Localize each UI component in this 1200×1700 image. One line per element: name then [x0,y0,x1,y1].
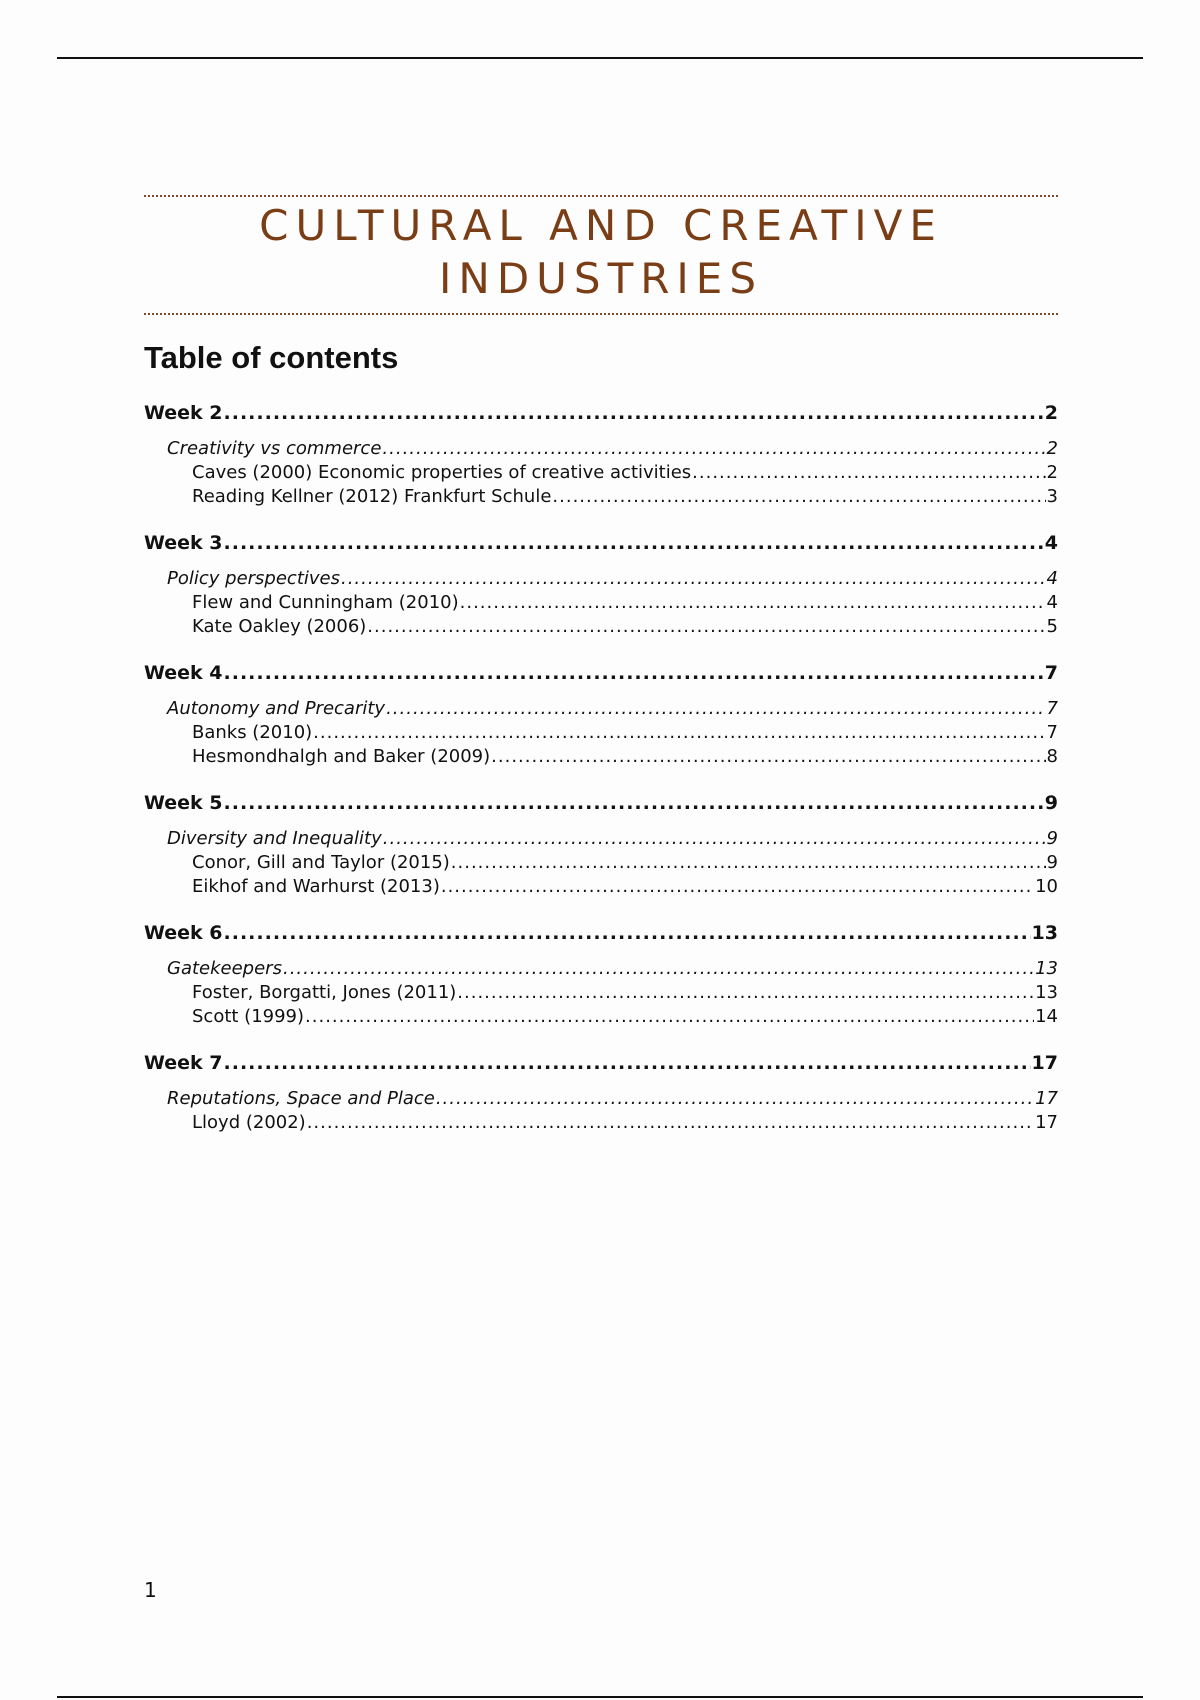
dot-leader [382,438,1045,459]
dot-leader [457,982,1034,1003]
toc-topic-entry[interactable] [144,958,1058,982]
dot-leader [307,1112,1034,1133]
page-number: 1 [144,1578,157,1602]
dot-leader [441,876,1034,897]
toc-reading-entry[interactable] [144,722,1058,746]
footer-rule [57,1696,1143,1698]
toc-week-entry[interactable] [144,1052,1058,1082]
toc-reading-entry[interactable] [144,486,1058,510]
toc-topic-entry-page: 9 [1046,828,1058,849]
dot-leader [436,1088,1034,1109]
toc-reading-entry-label: Hesmondhalgh and Baker (2009) [192,746,491,767]
toc-topic-entry-label: Diversity and Inequality [167,828,382,849]
dot-leader [386,698,1045,719]
toc-reading-entry-page: 3 [1046,486,1058,507]
toc-topic-entry-page: 13 [1035,958,1058,979]
dot-leader [451,852,1046,873]
toc-heading: Table of contents [144,340,399,375]
dot-leader [305,1006,1034,1027]
dot-leader [224,532,1044,554]
toc-week-entry-label: Week 2 [144,402,223,424]
toc-week-entry-label: Week 3 [144,532,223,554]
toc-reading-entry-page: 4 [1046,592,1058,613]
toc-topic-entry-label: Gatekeepers [167,958,282,979]
toc-week-entry-page: 4 [1044,532,1058,554]
table-of-contents [144,402,1058,1158]
dot-leader [224,792,1044,814]
toc-reading-entry[interactable] [144,462,1058,486]
toc-reading-entry[interactable] [144,746,1058,770]
toc-week-entry-label: Week 5 [144,792,223,814]
dot-leader [313,722,1045,743]
dot-leader [491,746,1045,767]
toc-reading-entry-label: Flew and Cunningham (2010) [192,592,459,613]
toc-reading-entry-page: 8 [1046,746,1058,767]
toc-reading-entry[interactable] [144,592,1058,616]
toc-week-entry[interactable] [144,922,1058,952]
toc-reading-entry[interactable] [144,1006,1058,1030]
toc-reading-entry-label: Scott (1999) [192,1006,305,1027]
toc-reading-entry-label: Foster, Borgatti, Jones (2011) [192,982,457,1003]
dot-leader [341,568,1046,589]
dot-leader [460,592,1046,613]
toc-reading-entry-page: 2 [1046,462,1058,483]
toc-reading-entry-label: Conor, Gill and Taylor (2015) [192,852,450,873]
dot-leader [224,662,1044,684]
toc-reading-entry-label: Eikhof and Warhurst (2013) [192,876,440,897]
toc-topic-entry[interactable] [144,1088,1058,1112]
dot-leader [224,1052,1031,1074]
toc-week-group [144,1052,1058,1136]
toc-reading-entry-label: Reading Kellner (2012) Frankfurt Schule [192,486,552,507]
toc-week-group [144,792,1058,900]
toc-reading-entry-page: 13 [1035,982,1058,1003]
toc-topic-entry[interactable] [144,828,1058,852]
toc-topic-entry-label: Reputations, Space and Place [167,1088,435,1109]
toc-week-group [144,922,1058,1030]
dot-leader [283,958,1034,979]
toc-week-entry[interactable] [144,792,1058,822]
toc-reading-entry[interactable] [144,982,1058,1006]
toc-week-entry-page: 17 [1031,1052,1058,1074]
toc-week-entry-page: 9 [1044,792,1058,814]
toc-topic-entry[interactable] [144,568,1058,592]
toc-reading-entry-page: 5 [1046,616,1058,637]
toc-reading-entry-label: Caves (2000) Economic properties of creative activities [192,462,692,483]
document-title: CULTURAL AND CREATIVE INDUSTRIES [259,201,943,303]
toc-topic-entry-label: Creativity vs commerce [167,438,382,459]
toc-reading-entry-label: Kate Oakley (2006) [192,616,367,637]
toc-week-entry[interactable] [144,532,1058,562]
toc-topic-entry-page: 2 [1046,438,1058,459]
toc-reading-entry[interactable] [144,1112,1058,1136]
toc-week-entry-page: 13 [1031,922,1058,944]
toc-reading-entry-page: 17 [1035,1112,1058,1133]
toc-reading-entry-page: 7 [1046,722,1058,743]
dot-leader [383,828,1046,849]
dot-leader [224,402,1044,424]
toc-topic-entry-page: 4 [1046,568,1058,589]
toc-topic-entry-page: 17 [1035,1088,1058,1109]
toc-reading-entry-page: 9 [1046,852,1058,873]
dot-leader [692,462,1045,483]
toc-reading-entry[interactable] [144,616,1058,640]
toc-week-entry-page: 2 [1044,402,1058,424]
title-block [144,195,1058,315]
toc-topic-entry[interactable] [144,438,1058,462]
toc-week-entry[interactable] [144,662,1058,692]
toc-topic-entry[interactable] [144,698,1058,722]
toc-week-group [144,402,1058,510]
toc-week-entry[interactable] [144,402,1058,432]
toc-reading-entry-page: 10 [1035,876,1058,897]
toc-reading-entry[interactable] [144,852,1058,876]
toc-reading-entry-page: 14 [1035,1006,1058,1027]
toc-week-entry-page: 7 [1044,662,1058,684]
dot-leader [224,922,1031,944]
header-rule [57,57,1143,59]
dot-leader [552,486,1045,507]
toc-topic-entry-page: 7 [1046,698,1058,719]
toc-week-group [144,662,1058,770]
toc-reading-entry[interactable] [144,876,1058,900]
toc-reading-entry-label: Lloyd (2002) [192,1112,306,1133]
toc-week-entry-label: Week 6 [144,922,223,944]
toc-reading-entry-label: Banks (2010) [192,722,313,743]
toc-week-entry-label: Week 7 [144,1052,223,1074]
toc-topic-entry-label: Autonomy and Precarity [167,698,386,719]
toc-week-entry-label: Week 4 [144,662,223,684]
toc-topic-entry-label: Policy perspectives [167,568,340,589]
toc-week-group [144,532,1058,640]
dot-leader [367,616,1045,637]
